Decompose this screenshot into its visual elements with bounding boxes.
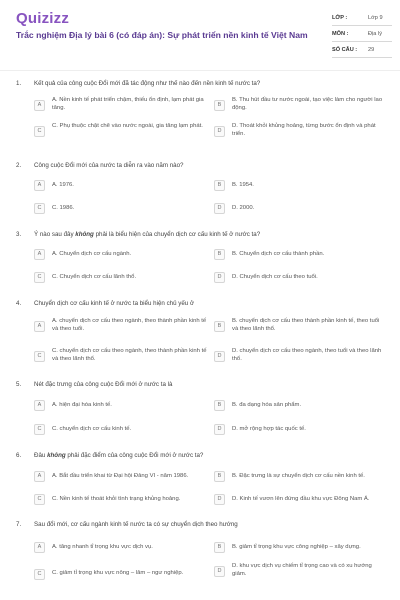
option-text: D. chuyển dịch cơ cấu theo ngành, theo tuổi và theo lãnh thổ. xyxy=(232,348,382,362)
question-text-pre: Đâu xyxy=(34,452,48,459)
option-text: D. khu vực dịch vụ chiếm tỉ trọng cao và có xu hướng giảm. xyxy=(232,563,372,577)
option-text: B. Đặc trưng là sự chuyển dịch cơ cấu nền kinh tế. xyxy=(232,473,365,479)
meta-value: Địa lý xyxy=(368,31,382,37)
question-text: Kết quả của công cuộc Đổi mới đã tác động như thế nào đến nền kinh tế nước ta? xyxy=(34,80,261,87)
option-text: B. Thu hút đầu tư nước ngoài, tạo việc làm cho người lao động. xyxy=(232,97,383,111)
option-letter: B xyxy=(214,321,225,332)
meta-row-count xyxy=(332,42,392,58)
option-letter: A xyxy=(34,180,45,191)
option-text: B. 1954. xyxy=(232,182,254,188)
question-text-pre: Ý nào sau đây xyxy=(34,231,76,238)
option-text: A. Chuyển dịch cơ cấu ngành. xyxy=(52,251,132,257)
option-letter: C xyxy=(34,424,45,435)
meta-panel xyxy=(332,10,392,58)
option-text: C. Phụ thuộc chặt chẽ vào nước ngoài, gia tăng lạm phát. xyxy=(52,123,203,129)
option-letter: B xyxy=(214,180,225,191)
option-text: A. Nền kinh tế phát triển chậm, thiếu ổn định, lạm phát gia tăng. xyxy=(52,97,204,111)
option-letter: B xyxy=(214,100,225,111)
question-text: Nét đặc trưng của công cuộc Đổi mới ở nước ta là xyxy=(34,381,173,388)
option-text: D. Thoát khỏi khủng hoảng, từng bước ổn định và phát triển. xyxy=(232,123,376,137)
option-letter: A xyxy=(34,321,45,332)
meta-value: 29 xyxy=(368,47,375,53)
option-letter: D xyxy=(214,494,225,505)
option-text: C. chuyển dịch cơ cấu theo ngành, theo thành phần kinh tế và theo lãnh thổ. xyxy=(52,348,207,362)
question-number: 2. xyxy=(16,162,22,169)
quizizz-logo: Quizizz xyxy=(16,10,70,27)
question-text: Công cuộc Đổi mới của nước ta diễn ra vào năm nào? xyxy=(34,162,184,169)
option-text: A. 1976. xyxy=(52,182,74,188)
header-divider xyxy=(0,70,400,71)
option-letter: D xyxy=(214,424,225,435)
question-text xyxy=(34,231,384,239)
option-text: A. Bắt đầu triển khai từ Đại hội Đảng VI - năm 1986. xyxy=(52,473,189,479)
option-text: B. chuyển dịch cơ cấu theo thành phần kinh tế, theo tuổi và theo lãnh thổ. xyxy=(232,318,380,332)
option-text: A. chuyển dịch cơ cấu theo ngành, theo thành phần kinh tế và theo tuổi. xyxy=(52,318,207,332)
question-text: Sau đổi mới, cơ cấu ngành kinh tế nước ta có sự chuyển dịch theo hướng xyxy=(34,521,238,528)
option-letter: A xyxy=(34,542,45,553)
option-letter: B xyxy=(214,542,225,553)
option-letter: B xyxy=(214,471,225,482)
option-letter: D xyxy=(214,126,225,137)
option-letter: C xyxy=(34,203,45,214)
question-number: 3. xyxy=(16,231,22,238)
meta-label: MÔN : xyxy=(332,31,349,37)
option-letter: C xyxy=(34,351,45,362)
option-text: C. 1986. xyxy=(52,205,75,211)
meta-label: LỚP : xyxy=(332,15,348,21)
option-letter: C xyxy=(34,494,45,505)
option-letter: C xyxy=(34,569,45,580)
option-letter: D xyxy=(214,566,225,577)
question-text-post: phải đặc điểm của công cuộc Đổi mới ở nước ta? xyxy=(65,452,204,459)
option-text: C. chuyển dịch cơ cấu kinh tế. xyxy=(52,426,132,432)
option-letter: A xyxy=(34,100,45,111)
meta-label: SỐ CÂU : xyxy=(332,47,358,53)
option-text: A. hiện đại hóa kinh tế. xyxy=(52,402,112,408)
option-letter: A xyxy=(34,249,45,260)
option-letter: C xyxy=(34,272,45,283)
option-text: A. tăng nhanh tỉ trọng khu vực dịch vụ. xyxy=(52,544,153,550)
question-number: 6. xyxy=(16,452,22,459)
question-text-post: phải là biểu hiện của chuyển dịch cơ cấu kinh tế ở nước ta? xyxy=(93,231,261,238)
option-letter: D xyxy=(214,272,225,283)
question-text-emphasis: không xyxy=(47,452,66,459)
question-number: 4. xyxy=(16,300,22,307)
option-text: D. Kinh tế vươn lên đứng đầu khu vực Đông Nam Á. xyxy=(232,496,370,502)
question-number: 7. xyxy=(16,521,22,528)
option-text: B. Chuyển dịch cơ cấu thành phần. xyxy=(232,251,325,257)
option-letter: C xyxy=(34,126,45,137)
option-text: C. giảm tỉ trọng khu vực nông – lâm – ngư nghiệp. xyxy=(52,570,184,576)
option-letter: B xyxy=(214,249,225,260)
option-letter: A xyxy=(34,471,45,482)
question-number: 5. xyxy=(16,381,22,388)
meta-row-subject xyxy=(332,26,392,42)
option-letter: D xyxy=(214,203,225,214)
question-number: 1. xyxy=(16,80,22,87)
option-text: D. 2000. xyxy=(232,205,255,211)
option-letter: A xyxy=(34,400,45,411)
option-text: C. Chuyển dịch cơ cấu lãnh thổ. xyxy=(52,274,137,280)
option-text: B. giảm tỉ trọng khu vực công nghiệp – xây dựng. xyxy=(232,544,361,550)
option-text: B. đa dạng hóa sản phẩm. xyxy=(232,402,302,408)
option-letter: B xyxy=(214,400,225,411)
document-header xyxy=(0,0,400,78)
meta-row-class xyxy=(332,10,392,26)
question-text-emphasis: không xyxy=(75,231,94,238)
question-text xyxy=(34,452,384,460)
page-title: Trắc nghiệm Địa lý bài 6 (có đáp án): Sự phát triển nền kinh tế Việt Nam xyxy=(16,30,308,40)
option-text: D. mở rộng hợp tác quốc tế. xyxy=(232,426,306,432)
option-letter: D xyxy=(214,351,225,362)
meta-value: Lớp 9 xyxy=(368,15,383,21)
option-text: C. Nền kinh tế thoát khỏi tình trạng khủng hoảng. xyxy=(52,496,181,502)
option-text: D. Chuyển dịch cơ cấu theo tuổi. xyxy=(232,274,318,280)
question-text: Chuyển dịch cơ cấu kinh tế ở nước ta biểu hiện chủ yếu ở xyxy=(34,300,195,307)
